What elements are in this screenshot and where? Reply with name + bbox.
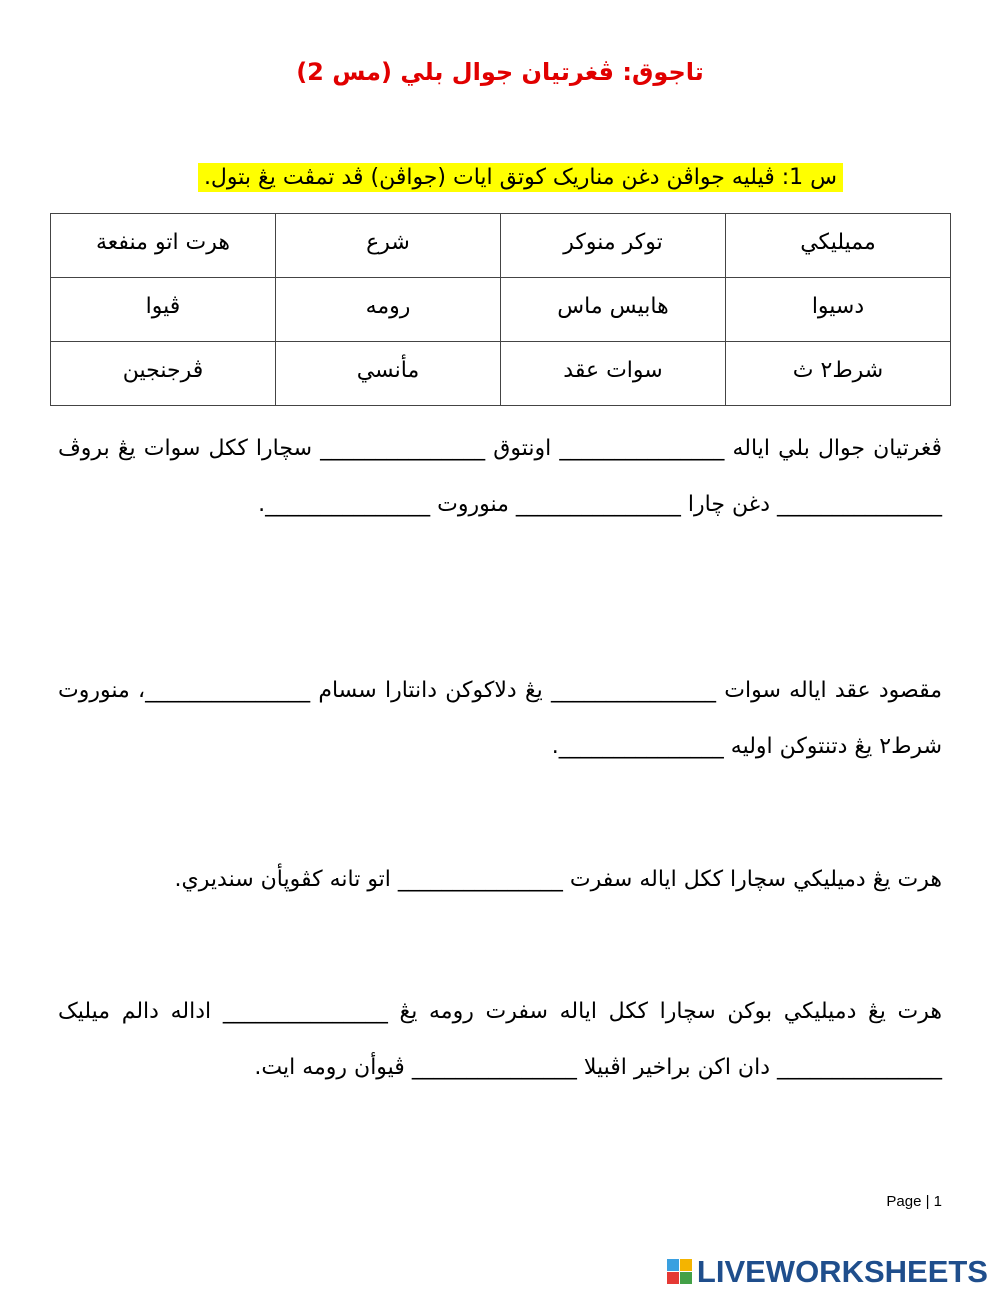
word-cell[interactable]: مميليكي [726, 214, 951, 278]
paragraph-text: دغن چارا [687, 492, 770, 517]
liveworksheets-logo [667, 1254, 988, 1290]
answer-blank[interactable]: _______________ [222, 999, 388, 1024]
paragraph-text: ڤغرتيان جوال بلي اياله [732, 436, 943, 461]
paragraph-text: دان اكن براخير اڤبيلا [583, 1055, 770, 1080]
table-row [51, 214, 951, 278]
paragraph-text: يڠ دلاكوكن دانتارا سسام [318, 678, 543, 703]
word-cell[interactable]: هرت اتو منفعة [51, 214, 276, 278]
word-cell[interactable]: ڤيوا [51, 278, 276, 342]
paragraph-2 [58, 663, 942, 775]
answer-blank[interactable]: _______________ [515, 492, 681, 517]
paragraph-text: هرت يڠ دميليكي سچارا ككل اياله سفرت [569, 867, 942, 892]
paragraph-1 [58, 421, 942, 533]
word-cell[interactable]: سوات عقد [501, 342, 726, 406]
paragraph-text: ڤيوأن رومه ايت. [254, 1055, 405, 1080]
paragraph-end: . [258, 492, 266, 517]
answer-blank[interactable]: _______________ [397, 867, 563, 892]
question-1-instruction: س 1: ڤيليه جواڤن دغن مناريک کوتق ايات (جواڤن) ڤد تمڤت يڠ بتول. [198, 163, 843, 192]
word-bank-table [50, 213, 951, 406]
answer-blank[interactable]: _______________ [777, 1055, 942, 1080]
answer-blank[interactable]: _______________ [411, 1055, 577, 1080]
answer-blank[interactable]: _______________ [777, 492, 942, 517]
paragraph-text: منوروت [437, 492, 509, 517]
answer-blank[interactable]: _______________ [558, 734, 724, 759]
paragraph-text: ، منوروت شرط٢ يڠ دتنتوكن اوليه [58, 678, 942, 759]
paragraph-end: . [551, 734, 559, 759]
word-cell[interactable]: ڤرجنجين [51, 342, 276, 406]
answer-blank[interactable]: _______________ [559, 436, 725, 461]
answer-blank[interactable]: _______________ [145, 678, 311, 703]
logo-squares-icon [667, 1259, 693, 1285]
answer-blank[interactable]: _______________ [551, 678, 717, 703]
table-row [51, 278, 951, 342]
page-number: Page | 1 [886, 1193, 942, 1210]
word-cell[interactable]: شرط٢ ث [726, 342, 951, 406]
table-row [51, 342, 951, 406]
word-cell[interactable]: رومه [276, 278, 501, 342]
paragraph-text: مقصود عقد اياله سوات [724, 678, 943, 703]
paragraph-text: اتو تانه كڤوپأن سنديري. [174, 867, 391, 892]
answer-blank[interactable]: _______________ [265, 492, 431, 517]
paragraph-text: اونتوق [493, 436, 552, 461]
word-cell[interactable]: شرع [276, 214, 501, 278]
word-cell[interactable]: دسيوا [726, 278, 951, 342]
word-cell[interactable]: توكر منوكر [501, 214, 726, 278]
paragraph-text: هرت يڠ دميليكي بوكن سچارا ككل اياله سفرت رومه يڠ [399, 999, 942, 1024]
logo-text: LIVEWORKSHEETS [696, 1254, 988, 1289]
paragraph-3 [58, 852, 942, 908]
word-cell[interactable]: مأنسي [276, 342, 501, 406]
paragraph-4 [58, 984, 942, 1096]
paragraph-text: سچارا ككل سوات يڠ بروڤ [58, 436, 313, 461]
paragraph-text: اداله دالم ميليک [58, 999, 212, 1024]
word-cell[interactable]: هابيس ماس [501, 278, 726, 342]
answer-blank[interactable]: _______________ [320, 436, 486, 461]
page-title: تاجوق: ڤغرتيان جوال بلي (مس 2) [296, 58, 704, 86]
